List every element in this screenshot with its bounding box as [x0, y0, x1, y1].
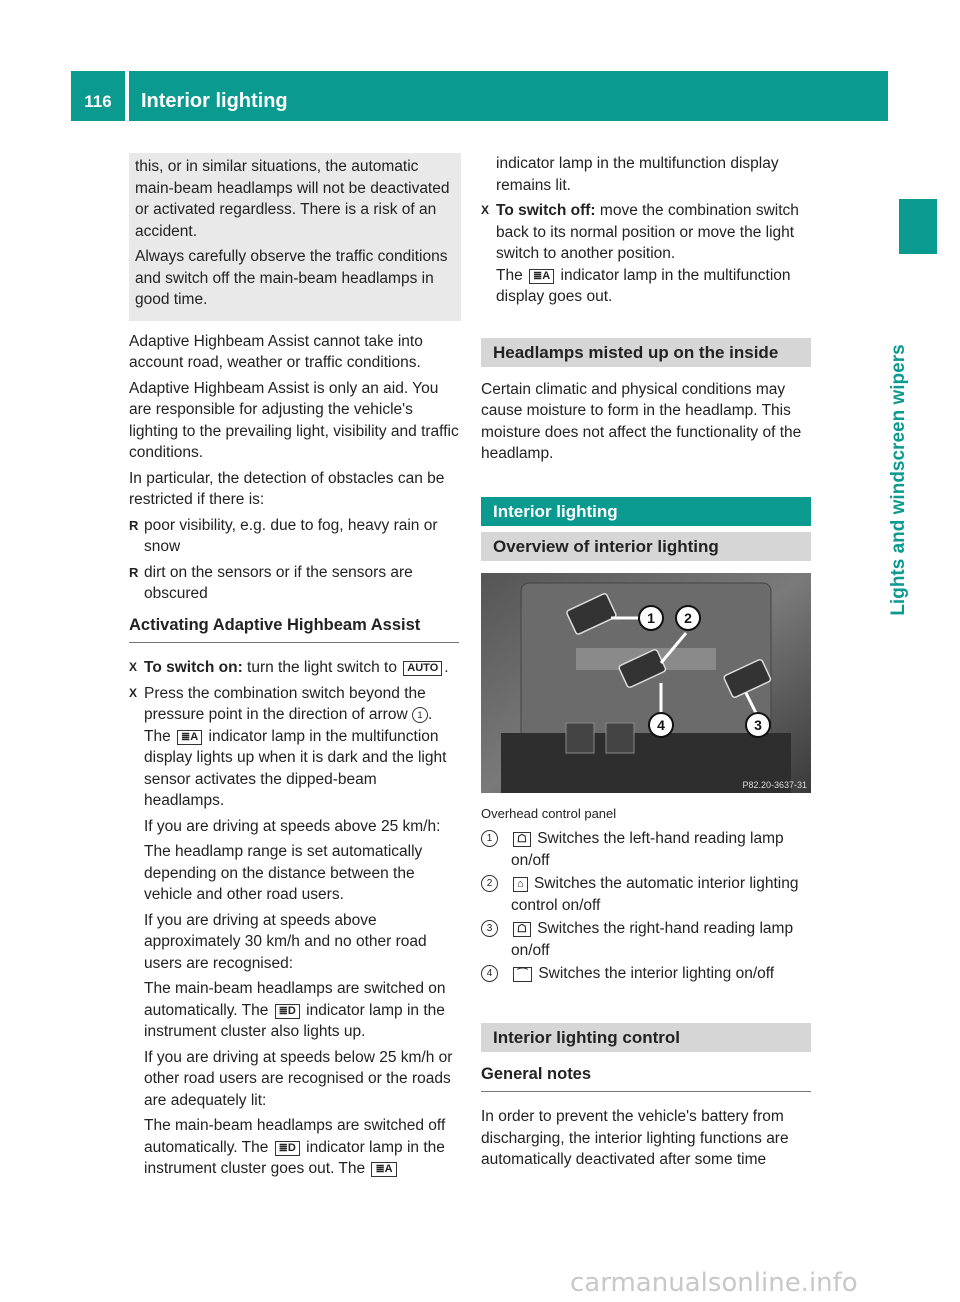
legend-item	[481, 918, 811, 961]
general-text: In order to prevent the vehicle's battery from discharging, the interior lighting functions are automatically deactivated after some time	[481, 1108, 789, 1168]
bullet-text: dirt on the sensors or if the sensors are obscured	[144, 563, 413, 602]
step-item: X To switch on: turn the light switch to AUTO .	[129, 657, 459, 679]
warning-box	[129, 153, 461, 321]
legend-number: 1	[481, 830, 498, 847]
step-text: turn the light switch to	[247, 659, 397, 676]
bullet-item	[129, 562, 459, 605]
overview-heading: Overview of interior lighting	[481, 532, 811, 561]
step-text: The	[496, 266, 523, 284]
paragraph-3: In particular, the detection of obstacles can be restricted if there is:	[129, 469, 445, 508]
detail-text	[129, 978, 459, 1043]
header-title: Interior lighting	[141, 90, 288, 112]
detail-text-part: indicator lamp in the instrument cluster also lights up.	[144, 1001, 445, 1040]
step-label: To switch off:	[496, 202, 596, 219]
warning-text-1: this, or in similar situations, the automatic main-beam headlamps will not be deactivated or activated regardless. There is a risk of an accident.	[135, 158, 450, 240]
control-heading: Interior lighting control	[481, 1023, 811, 1052]
right-column	[481, 153, 811, 1175]
legend-text: Switches the right-hand reading lamp on/off	[511, 920, 794, 959]
detail-text: If you are driving at speeds above approximately 30 km/h and no other road users are recognised:	[144, 911, 427, 972]
highbeam-assist-icon: ≣A	[177, 730, 202, 745]
continuation-text: indicator lamp in the multifunction display remains lit.	[496, 155, 779, 194]
overhead-panel-photo	[481, 573, 811, 793]
detail-text-part: The main-beam headlamps are switched off automatically. The	[144, 1117, 446, 1156]
page-header	[71, 71, 888, 121]
interior-light-icon: ⌒	[513, 967, 532, 982]
step-text: Press the combination switch beyond the pressure point in the direction of arrow	[144, 684, 426, 723]
bullet-item	[129, 515, 459, 558]
detail-text	[129, 1115, 459, 1180]
detail-text-part: The main-beam headlamps are switched on automatically. The	[144, 980, 446, 1019]
legend-number: 2	[481, 875, 498, 892]
detail-text-part: indicator lamp in the instrument cluster goes out. The	[144, 1138, 445, 1177]
warning-text-2: Always carefully observe the traffic conditions and switch off the main-beam headlamps in good time.	[135, 248, 448, 308]
legend-number: 3	[481, 920, 498, 937]
legend-item	[481, 873, 811, 916]
header-separator	[125, 71, 129, 121]
legend-text: Switches the left-hand reading lamp on/off	[511, 830, 784, 869]
photo-caption: Overhead control panel	[481, 805, 617, 821]
interior-heading: Interior lighting	[481, 497, 811, 526]
step-item: X Press the combination switch beyond the pressure point in the direction of arrow 1 . The ≣A indicator lamp in the multifunction display lights up when it is dark and the light sensor activates the dipped-beam headlamps.	[129, 684, 447, 809]
callout-1: 1	[647, 609, 655, 626]
step-item	[481, 200, 811, 308]
bullet-text: poor visibility, e.g. due to fog, heavy rain or snow	[144, 516, 438, 555]
legend-number: 4	[481, 965, 498, 982]
paragraph-1: Adaptive Highbeam Assist cannot take into account road, weather or traffic conditions.	[129, 332, 423, 371]
bullet-marker: R	[129, 564, 139, 580]
step-text: The	[144, 727, 171, 745]
legend-text: Switches the automatic interior lighting control on/off	[511, 875, 799, 914]
watermark: carmanualsonline.info	[570, 1268, 858, 1298]
auto-lighting-icon: ⌂	[513, 877, 528, 892]
callout-2: 2	[684, 609, 692, 626]
side-tab-marker	[899, 199, 937, 254]
main-beam-icon: ≣D	[275, 1004, 300, 1019]
paragraph-2: Adaptive Highbeam Assist is only an aid. You are responsible for adjusting the vehicle's lighting to the prevailing light, visibility and traffic conditions.	[129, 379, 459, 461]
step-text: move the combination switch back to its normal position or move the light switch to another position.	[496, 202, 799, 262]
reading-lamp-icon: ☖	[513, 832, 531, 847]
side-tab-label	[884, 300, 914, 660]
callout-4: 4	[657, 716, 665, 733]
highbeam-assist-icon: ≣A	[371, 1162, 396, 1177]
step-label: To switch on:	[144, 659, 243, 676]
highbeam-assist-icon: ≣A	[529, 269, 554, 284]
legend-text: Switches the interior lighting on/off	[538, 965, 775, 982]
left-column	[129, 153, 459, 1184]
legend-item	[481, 828, 811, 871]
main-beam-icon: ≣D	[275, 1141, 300, 1156]
section-heading: Activating Adaptive Highbeam Assist	[129, 615, 459, 644]
page-number: 116	[84, 92, 112, 111]
detail-text: If you are driving at speeds above 25 km/h:	[144, 817, 441, 835]
bullet-marker: R	[129, 517, 139, 533]
photo-code: P82.20-3637-31	[742, 779, 807, 790]
detail-text: The headlamp range is set automatically depending on the distance between the vehicle and other road users.	[144, 843, 423, 903]
callout-3: 3	[754, 716, 762, 733]
auto-icon: AUTO	[403, 661, 442, 676]
misted-heading: Headlamps misted up on the inside	[481, 338, 811, 367]
step-arrow-icon: X	[129, 685, 138, 700]
step-arrow-icon: X	[481, 203, 490, 217]
step-arrow-icon: X	[129, 660, 138, 674]
detail-text: If you are driving at speeds below 25 km/h or other road users are recognised or the roads are adequately lit:	[144, 1048, 453, 1109]
legend-item	[481, 963, 811, 985]
general-heading: General notes	[481, 1064, 811, 1093]
arrow-number-marker: 1	[412, 707, 428, 723]
misted-text: Certain climatic and physical conditions may cause moisture to form in the headlamp. This moisture does not affect the functionality of the headlamp.	[481, 380, 802, 462]
side-tab-text: Lights and windscreen wipers	[888, 344, 909, 616]
step-text: indicator lamp in the multifunction display lights up when it is dark and the light sensor activates the dipped-beam headlamps.	[144, 727, 447, 809]
reading-lamp-icon: ☖	[513, 922, 531, 937]
step-text: indicator lamp in the multifunction display goes out.	[496, 266, 791, 305]
